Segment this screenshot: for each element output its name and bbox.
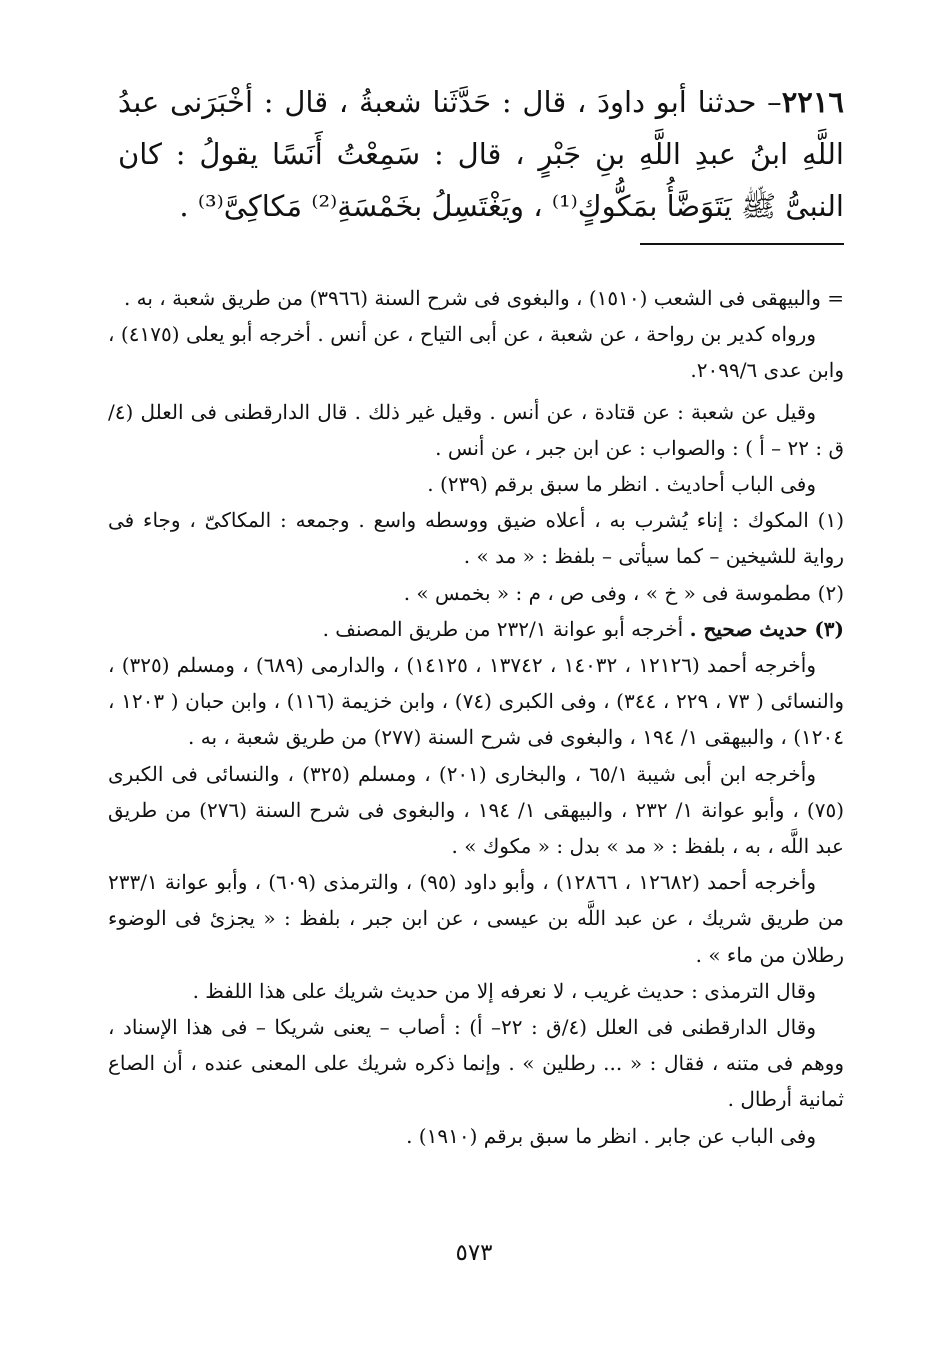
page-number: ٥٧٣ [455, 1240, 493, 1266]
footnote-paragraph: وأخرجه ابن أبى شيبة ٦٥/١ ، والبخارى (٢٠١) ، ومسلم (٣٢٥) ، والنسائى فى الكبرى (٧٥) ، وأبو عوانة ١/ ٢٣٢ ، والبيهقى ١/ ١٩٤ ، والبغوى فى شرح السنة (٢٧٦) من طريق عبد اللَّه ، به ، بلفظ : « مد » بدل : « مكوك » . [108, 761, 844, 859]
footnote-1: (١) المكوك : إناء يُشرب به ، أعلاه ضيق ووسطه واسع . وجمعه : المكاكىّ ، وجاء فى رواية للشيخين – كما سيأتى – بلفظ : « مد » . [108, 508, 844, 569]
footnotes-block [108, 280, 844, 1154]
footnote-paragraph: وقيل عن شعبة : عن قتادة ، عن أنس . وقيل غير ذلك . قال الدارقطنى فى العلل (٤/ ق : ٢٢ – أ ) : والصواب : عن ابن جبر ، عن أنس . [108, 399, 844, 460]
footnote-paragraph: وأخرجه أحمد (١٢١٢٦ ، ١٤٠٣٢ ، ١٣٧٤٢ ، ١٤١٢٥) ، والدارمى (٦٨٩) ، ومسلم (٣٢٥) ، والنسائى ( ٧٣ ، ٢٢٩ ، ٣٤٤) ، وفى الكبرى (٧٤) ، وابن خزيمة (١١٦) ، وابن حبان ( ١٢٠٣ ، ١٢٠٤) ، والبيهقى ١/ ١٩٤ ، والبغوى فى شرح السنة (٢٧٧) من طريق شعبة ، به . [108, 653, 844, 750]
footnote-paragraph: ورواه كدير بن رواحة ، عن شعبة ، عن أبى التياح ، عن أنس . أخرجه أبو يعلى (٤١٧٥) ، وابن عدى ٢٠٩٩/٦. [108, 322, 844, 383]
hadith-paragraph [118, 76, 844, 232]
footnote-3-label: (٣) حديث صحيح . [689, 616, 844, 641]
hadith-number: ٢٢١٦ [781, 85, 844, 119]
footnote-3-text: أخرجه أبو عوانة ٢٣٢/١ من طريق المصنف . [322, 616, 690, 641]
footnote-paragraph: = والبيهقى فى الشعب (١٥١٠) ، والبغوى فى شرح السنة (٣٩٦٦) من طريق شعبة ، به . [123, 286, 844, 310]
footnote-2: (٢) مطموسة فى « خ » ، وفى ص ، م : « بخمس » . [403, 580, 844, 605]
footnote-paragraph: وأخرجه أحمد (١٢٦٨٢ ، ١٢٨٦٦) ، وأبو داود (٩٥) ، والترمذى (٦٠٩) ، وأبو عوانة ٢٣٣/١ من طريق شريك ، عن عبد اللَّه بن عيسى ، عن ابن جبر ، بلفظ : « يجزئ فى الوضوء رطلان من ماء » . [108, 870, 844, 967]
footnote-3 [108, 611, 844, 647]
hadith-body: – حدثنا أبو داودَ ، قال : حَدَّثَنا شعبةُ ، قال : أخْبَرَنى عبدُ اللَّهِ ابنُ عبدِ اللَّهِ بنِ جَبْرٍ ، قال : سَمِعْتُ أَنَسًا يقولُ : كان النبىُّ ﷺ يَتَوَضَّأُ بمَكُّوكٍ⁽¹⁾ ، ويَغْتَسِلُ بخَمْسَةِ⁽²⁾ مَكاكِىَّ⁽³⁾ . [118, 85, 844, 223]
footnote-paragraph: وفى الباب أحاديث . انظر ما سبق برقم (٢٣٩) . [427, 472, 816, 497]
hadith-text-block [118, 76, 844, 232]
footnote-paragraph: وقال الترمذى : حديث غريب ، لا نعرفه إلا من حديث شريك على هذا اللفظ . [192, 978, 816, 1003]
footnote-paragraph: وفى الباب عن جابر . انظر ما سبق برقم (١٩١٠) . [406, 1123, 816, 1148]
footnote-separator [640, 243, 844, 245]
footnote-paragraph: وقال الدارقطنى فى العلل (٤/ق : ٢٢– أ) : أصاب – يعنى شريكا – فى هذا الإسناد ، ووهم فى متنه ، فقال : « ... رطلين » . وإنما ذكره شريك على المعنى عنده ، أن الصاع ثمانية أرطال . [108, 1015, 844, 1112]
